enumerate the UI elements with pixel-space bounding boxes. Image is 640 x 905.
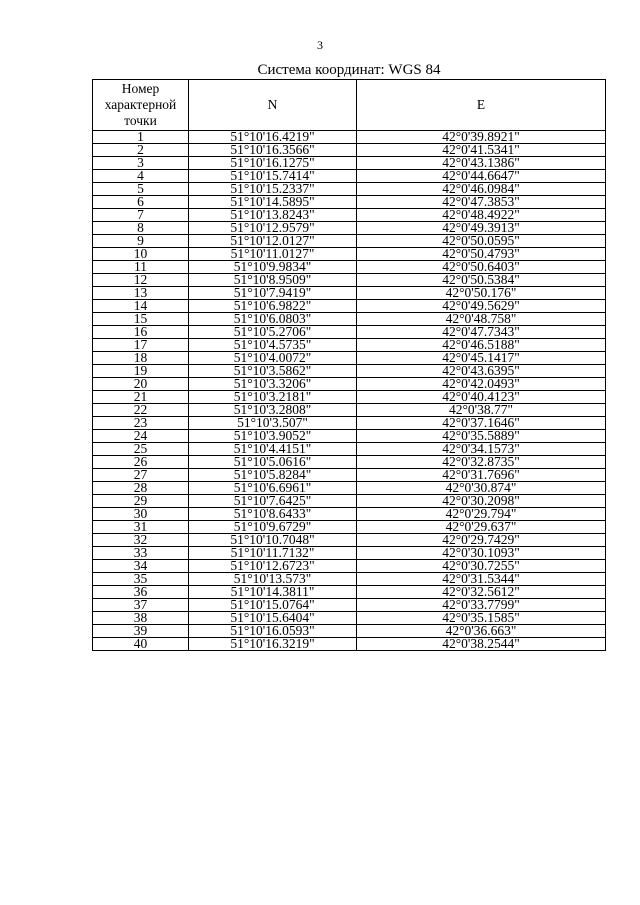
latitude-n-cell: 51°10'4.5735" <box>189 339 357 352</box>
table-row <box>93 274 606 287</box>
longitude-e-cell: 42°0'50.4793" <box>357 248 606 261</box>
latitude-n-cell: 51°10'14.5895" <box>189 196 357 209</box>
latitude-n-cell: 51°10'10.7048" <box>189 534 357 547</box>
latitude-n-cell: 51°10'11.7132" <box>189 547 357 560</box>
latitude-n-cell: 51°10'5.8284" <box>189 469 357 482</box>
point-number-cell: 22 <box>93 404 189 417</box>
table-row <box>93 586 606 599</box>
latitude-n-cell: 51°10'9.9834" <box>189 261 357 274</box>
latitude-n-cell: 51°10'12.0127" <box>189 235 357 248</box>
latitude-n-cell: 51°10'6.9822" <box>189 300 357 313</box>
table-row <box>93 222 606 235</box>
longitude-e-cell: 42°0'35.5889" <box>357 430 606 443</box>
table-row <box>93 365 606 378</box>
longitude-e-cell: 42°0'46.5188" <box>357 339 606 352</box>
point-number-cell: 33 <box>93 547 189 560</box>
point-number-cell: 13 <box>93 287 189 300</box>
point-number-cell: 25 <box>93 443 189 456</box>
latitude-n-cell: 51°10'11.0127" <box>189 248 357 261</box>
longitude-e-cell: 42°0'42.0493" <box>357 378 606 391</box>
latitude-n-cell: 51°10'16.3219" <box>189 638 357 651</box>
longitude-e-cell: 42°0'32.5612" <box>357 586 606 599</box>
latitude-n-cell: 51°10'15.6404" <box>189 612 357 625</box>
point-number-cell: 15 <box>93 313 189 326</box>
table-row <box>93 456 606 469</box>
header-point-number: Номер характерной точки <box>93 80 189 131</box>
latitude-n-cell: 51°10'15.2337" <box>189 183 357 196</box>
point-number-cell: 37 <box>93 599 189 612</box>
point-number-cell: 10 <box>93 248 189 261</box>
longitude-e-cell: 42°0'30.874" <box>357 482 606 495</box>
table-row <box>93 508 606 521</box>
longitude-e-cell: 42°0'46.0984" <box>357 183 606 196</box>
header-e: E <box>357 80 606 131</box>
table-body <box>93 131 606 651</box>
latitude-n-cell: 51°10'3.2808" <box>189 404 357 417</box>
table-row <box>93 430 606 443</box>
table-row <box>93 599 606 612</box>
latitude-n-cell: 51°10'3.9052" <box>189 430 357 443</box>
table-row <box>93 469 606 482</box>
coordinate-system-caption: Система координат: WGS 84 <box>257 62 441 78</box>
latitude-n-cell: 51°10'14.3811" <box>189 586 357 599</box>
latitude-n-cell: 51°10'6.6961" <box>189 482 357 495</box>
longitude-e-cell: 42°0'29.7429" <box>357 534 606 547</box>
table-row <box>93 209 606 222</box>
point-number-cell: 2 <box>93 144 189 157</box>
point-number-cell: 21 <box>93 391 189 404</box>
latitude-n-cell: 51°10'8.9509" <box>189 274 357 287</box>
point-number-cell: 7 <box>93 209 189 222</box>
point-number-cell: 18 <box>93 352 189 365</box>
table-header-row <box>93 80 606 131</box>
latitude-n-cell: 51°10'16.3566" <box>189 144 357 157</box>
table-row <box>93 313 606 326</box>
longitude-e-cell: 42°0'44.6647" <box>357 170 606 183</box>
latitude-n-cell: 51°10'3.507" <box>189 417 357 430</box>
longitude-e-cell: 42°0'50.0595" <box>357 235 606 248</box>
table-row <box>93 131 606 144</box>
latitude-n-cell: 51°10'12.9579" <box>189 222 357 235</box>
longitude-e-cell: 42°0'50.6403" <box>357 261 606 274</box>
longitude-e-cell: 42°0'47.3853" <box>357 196 606 209</box>
table-row <box>93 300 606 313</box>
longitude-e-cell: 42°0'49.5629" <box>357 300 606 313</box>
point-number-cell: 8 <box>93 222 189 235</box>
coordinates-table <box>92 79 606 651</box>
point-number-cell: 28 <box>93 482 189 495</box>
point-number-cell: 16 <box>93 326 189 339</box>
latitude-n-cell: 51°10'7.6425" <box>189 495 357 508</box>
longitude-e-cell: 42°0'29.794" <box>357 508 606 521</box>
table-row <box>93 352 606 365</box>
table-row <box>93 404 606 417</box>
longitude-e-cell: 42°0'47.7343" <box>357 326 606 339</box>
table-row <box>93 378 606 391</box>
latitude-n-cell: 51°10'15.7414" <box>189 170 357 183</box>
longitude-e-cell: 42°0'30.7255" <box>357 560 606 573</box>
table-row <box>93 157 606 170</box>
point-number-cell: 34 <box>93 560 189 573</box>
longitude-e-cell: 42°0'50.5384" <box>357 274 606 287</box>
table-row <box>93 612 606 625</box>
table-row <box>93 170 606 183</box>
point-number-cell: 38 <box>93 612 189 625</box>
longitude-e-cell: 42°0'38.77" <box>357 404 606 417</box>
point-number-cell: 29 <box>93 495 189 508</box>
longitude-e-cell: 42°0'29.637" <box>357 521 606 534</box>
table-row <box>93 482 606 495</box>
point-number-cell: 3 <box>93 157 189 170</box>
latitude-n-cell: 51°10'9.6729" <box>189 521 357 534</box>
latitude-n-cell: 51°10'3.3206" <box>189 378 357 391</box>
latitude-n-cell: 51°10'6.0803" <box>189 313 357 326</box>
table-row <box>93 339 606 352</box>
point-number-cell: 11 <box>93 261 189 274</box>
point-number-cell: 39 <box>93 625 189 638</box>
table-row <box>93 521 606 534</box>
point-number-cell: 32 <box>93 534 189 547</box>
page-number: 3 <box>317 38 323 52</box>
latitude-n-cell: 51°10'8.6433" <box>189 508 357 521</box>
latitude-n-cell: 51°10'5.0616" <box>189 456 357 469</box>
point-number-cell: 4 <box>93 170 189 183</box>
latitude-n-cell: 51°10'16.4219" <box>189 131 357 144</box>
table-row <box>93 417 606 430</box>
point-number-cell: 14 <box>93 300 189 313</box>
point-number-cell: 35 <box>93 573 189 586</box>
table-row <box>93 534 606 547</box>
table-row <box>93 625 606 638</box>
table-row <box>93 573 606 586</box>
longitude-e-cell: 42°0'49.3913" <box>357 222 606 235</box>
longitude-e-cell: 42°0'31.7696" <box>357 469 606 482</box>
point-number-cell: 12 <box>93 274 189 287</box>
longitude-e-cell: 42°0'43.1386" <box>357 157 606 170</box>
longitude-e-cell: 42°0'40.4123" <box>357 391 606 404</box>
table-row <box>93 391 606 404</box>
longitude-e-cell: 42°0'48.758" <box>357 313 606 326</box>
longitude-e-cell: 42°0'31.5344" <box>357 573 606 586</box>
point-number-cell: 27 <box>93 469 189 482</box>
latitude-n-cell: 51°10'3.2181" <box>189 391 357 404</box>
latitude-n-cell: 51°10'4.4151" <box>189 443 357 456</box>
table-row <box>93 144 606 157</box>
longitude-e-cell: 42°0'43.6395" <box>357 365 606 378</box>
point-number-cell: 31 <box>93 521 189 534</box>
longitude-e-cell: 42°0'32.8735" <box>357 456 606 469</box>
longitude-e-cell: 42°0'33.7799" <box>357 599 606 612</box>
table-row <box>93 443 606 456</box>
point-number-cell: 6 <box>93 196 189 209</box>
table-row <box>93 261 606 274</box>
point-number-cell: 30 <box>93 508 189 521</box>
longitude-e-cell: 42°0'41.5341" <box>357 144 606 157</box>
latitude-n-cell: 51°10'3.5862" <box>189 365 357 378</box>
longitude-e-cell: 42°0'50.176" <box>357 287 606 300</box>
table-row <box>93 248 606 261</box>
point-number-cell: 24 <box>93 430 189 443</box>
table-row <box>93 235 606 248</box>
latitude-n-cell: 51°10'16.0593" <box>189 625 357 638</box>
latitude-n-cell: 51°10'5.2706" <box>189 326 357 339</box>
longitude-e-cell: 42°0'45.1417" <box>357 352 606 365</box>
latitude-n-cell: 51°10'15.0764" <box>189 599 357 612</box>
point-number-cell: 9 <box>93 235 189 248</box>
latitude-n-cell: 51°10'13.8243" <box>189 209 357 222</box>
longitude-e-cell: 42°0'39.8921" <box>357 131 606 144</box>
longitude-e-cell: 42°0'35.1585" <box>357 612 606 625</box>
longitude-e-cell: 42°0'36.663" <box>357 625 606 638</box>
latitude-n-cell: 51°10'12.6723" <box>189 560 357 573</box>
table-row <box>93 196 606 209</box>
longitude-e-cell: 42°0'48.4922" <box>357 209 606 222</box>
table-row <box>93 326 606 339</box>
table-row <box>93 287 606 300</box>
point-number-cell: 17 <box>93 339 189 352</box>
table-row <box>93 495 606 508</box>
header-n: N <box>189 80 357 131</box>
point-number-cell: 40 <box>93 638 189 651</box>
latitude-n-cell: 51°10'13.573" <box>189 573 357 586</box>
table-row <box>93 638 606 651</box>
longitude-e-cell: 42°0'30.2098" <box>357 495 606 508</box>
longitude-e-cell: 42°0'37.1646" <box>357 417 606 430</box>
table-row <box>93 547 606 560</box>
longitude-e-cell: 42°0'30.1093" <box>357 547 606 560</box>
longitude-e-cell: 42°0'38.2544" <box>357 638 606 651</box>
point-number-cell: 20 <box>93 378 189 391</box>
table-row <box>93 183 606 196</box>
table-row <box>93 560 606 573</box>
point-number-cell: 19 <box>93 365 189 378</box>
latitude-n-cell: 51°10'4.0072" <box>189 352 357 365</box>
point-number-cell: 23 <box>93 417 189 430</box>
latitude-n-cell: 51°10'7.9419" <box>189 287 357 300</box>
point-number-cell: 1 <box>93 131 189 144</box>
point-number-cell: 36 <box>93 586 189 599</box>
point-number-cell: 5 <box>93 183 189 196</box>
longitude-e-cell: 42°0'34.1573" <box>357 443 606 456</box>
latitude-n-cell: 51°10'16.1275" <box>189 157 357 170</box>
point-number-cell: 26 <box>93 456 189 469</box>
